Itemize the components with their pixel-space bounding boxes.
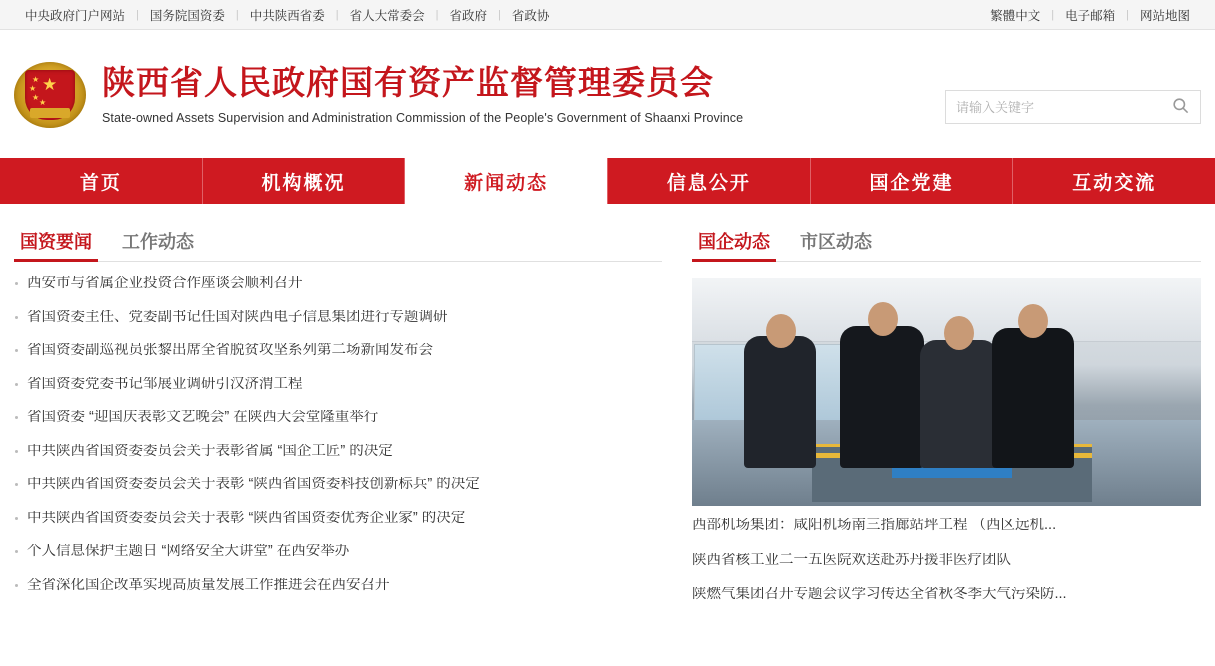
photo-person-head (868, 302, 898, 336)
toplink-provincial-gov[interactable]: 省政府 (449, 8, 488, 23)
link-separator: | (1126, 8, 1129, 21)
list-item[interactable]: 陕西省核工业二一五医院欢送赴苏丹援非医疗团队 (692, 552, 1011, 567)
toplink-sasac[interactable]: 国务院国资委 (149, 8, 225, 23)
tab-city-updates[interactable]: 市区动态 (800, 232, 872, 252)
photo-person (992, 328, 1074, 468)
list-item[interactable]: 全省深化国企改革实现高质量发展工作推进会在西安召开 (14, 578, 662, 593)
emblem-star-large: ★ (42, 75, 58, 94)
toplink-peoples-congress[interactable]: 省人大常委会 (349, 8, 425, 23)
page-content (0, 204, 1215, 666)
emblem-star-small: ★ (39, 98, 47, 107)
nav-item-interaction[interactable]: 互动交流 (1072, 172, 1157, 194)
right-news-list (692, 506, 1201, 602)
list-item[interactable]: 陕燃气集团召开专题会议学习传达全省秋冬季大气污染防... (692, 587, 1067, 602)
photo-person-head (944, 316, 974, 350)
site-title-cn: 陕西省人民政府国有资产监督管理委员会 (102, 63, 714, 101)
tab-soe-updates[interactable]: 国企动态 (692, 228, 776, 261)
nav-item-home[interactable]: 首页 (0, 158, 203, 204)
left-news-list (14, 262, 662, 592)
nav-item-organization[interactable]: 机构概况 (203, 158, 406, 204)
list-item[interactable]: 中共陕西省国资委委员会关于表彰 “陕西省国资委科技创新标兵” 的决定 (14, 477, 662, 492)
search-icon (1171, 96, 1190, 118)
photo-person-head (766, 314, 796, 348)
site-header (0, 30, 1215, 158)
tab-sasac-headlines[interactable]: 国资要闻 (14, 228, 98, 261)
nav-item-news[interactable]: 新闻动态 (405, 158, 608, 204)
photo-person (840, 326, 924, 468)
tab-work-updates[interactable]: 工作动态 (122, 232, 194, 252)
link-separator: | (1051, 8, 1055, 21)
list-item[interactable]: 西部机场集团：咸阳机场南三指廊站坪工程 （西区远机... (692, 518, 1057, 533)
search-input[interactable] (946, 91, 1160, 123)
search-box[interactable] (945, 90, 1201, 124)
news-feature-photo[interactable] (692, 278, 1201, 506)
site-titles (102, 63, 743, 126)
toplink-shaanxi-party[interactable]: 中共陕西省委 (249, 8, 325, 23)
list-item[interactable]: 省国资委党委书记邹展业调研引汉济渭工程 (14, 377, 662, 392)
list-item[interactable]: 中共陕西省国资委委员会关于表彰 “陕西省国资委优秀企业家” 的决定 (14, 511, 662, 526)
list-item[interactable]: 省国资委 “迎国庆表彰文艺晚会” 在陕西大会堂隆重举行 (14, 410, 662, 425)
nav-item-party-building[interactable]: 国企党建 (811, 158, 1014, 204)
list-item[interactable]: 省国资委主任、党委副书记任国对陕西电子信息集团进行专题调研 (14, 310, 662, 325)
link-separator: | (136, 8, 139, 21)
emblem-star-small: ★ (29, 84, 37, 93)
toplink-sitemap[interactable]: 网站地图 (1139, 8, 1190, 23)
right-tab-header (692, 226, 1201, 262)
main-navigation (0, 158, 1215, 204)
photo-person-head (1018, 304, 1048, 338)
search-button[interactable] (1160, 91, 1200, 123)
toplink-email[interactable]: 电子邮箱 (1065, 8, 1116, 23)
site-title-en: State-owned Assets Supervision and Administration Commission of the People's Government of Shaanxi Province (102, 111, 744, 126)
right-column (692, 226, 1201, 666)
list-item[interactable]: 省国资委副巡视员张黎出席全省脱贫攻坚系列第二场新闻发布会 (14, 343, 662, 358)
toplink-central-gov[interactable]: 中央政府门户网站 (25, 8, 126, 23)
top-right-links (979, 6, 1201, 24)
link-separator: | (335, 8, 339, 21)
photo-person (920, 340, 998, 468)
toplink-traditional-chinese[interactable]: 繁體中文 (990, 8, 1041, 23)
emblem-base (30, 108, 70, 118)
national-emblem-icon (12, 56, 88, 132)
toplink-cppcc[interactable]: 省政协 (511, 8, 550, 23)
list-item[interactable]: 西安市与省属企业投资合作座谈会顺利召开 (14, 276, 662, 291)
left-tab-header (14, 226, 662, 262)
nav-item-disclosure[interactable]: 信息公开 (608, 158, 811, 204)
left-column (14, 226, 662, 666)
top-left-links (14, 6, 560, 24)
link-separator: | (435, 8, 439, 21)
link-separator: | (235, 8, 239, 21)
list-item[interactable]: 个人信息保护主题日 “网络安全大讲堂” 在西安举办 (14, 544, 662, 559)
top-utility-bar (0, 0, 1215, 30)
list-item[interactable]: 中共陕西省国资委委员会关于表彰省属 “国企工匠” 的决定 (14, 444, 662, 459)
link-separator: | (498, 8, 501, 21)
photo-person (744, 336, 816, 468)
emblem-star-small: ★ (32, 75, 40, 84)
emblem-star-small: ★ (32, 93, 40, 102)
